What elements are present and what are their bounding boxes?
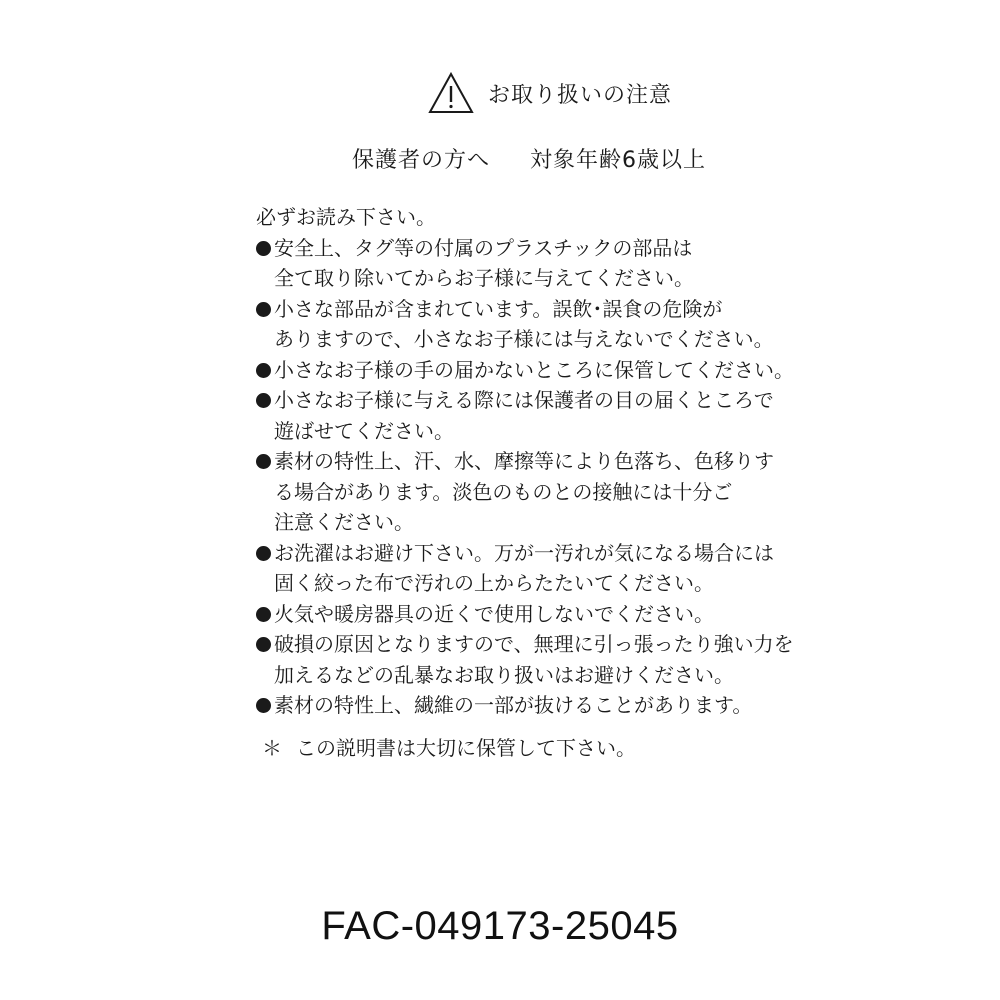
notice-line: 注意ください。: [274, 510, 414, 534]
notice-line: 安全上、タグ等の付属のプラスチックの部品は: [274, 235, 693, 260]
bullet-icon: [256, 363, 271, 378]
list-item: [254, 446, 854, 538]
notice-line: 小さなお子様に与える際には保護者の目の届くところで: [274, 388, 774, 412]
product-code: FAC-049173-25045: [321, 904, 679, 948]
audience-label: 保護者の方へ: [352, 147, 491, 173]
notice-lead: 必ずお読み下さい。: [256, 205, 436, 229]
list-item: [254, 690, 854, 721]
notice-line: 破損の原因となりますので、無理に引っ張ったり強い力を: [274, 632, 794, 656]
bullet-icon: [256, 393, 271, 408]
page-title: お取り扱いの注意: [488, 82, 673, 108]
bullet-icon: [256, 454, 271, 469]
keep-manual-text: この説明書は大切に保管して下さい。: [296, 736, 636, 760]
bullet-icon: [256, 607, 271, 622]
list-item: [254, 233, 854, 294]
notice-line: 火気や暖房器具の近くで使用しないでください。: [274, 601, 714, 626]
bullet-icon: [256, 546, 271, 561]
asterisk-symbol: ＊: [262, 736, 282, 760]
notice-line: 加えるなどの乱暴なお取り扱いはお避けください。: [274, 662, 734, 687]
notice-list: [254, 233, 854, 721]
bullet-icon: [256, 698, 271, 713]
notice-line: る場合があります。淡色のものとの接触には十分ご: [274, 479, 733, 504]
list-item: [254, 294, 854, 355]
notice-line: 素材の特性上、汗、水、摩擦等により色落ち、色移りす: [274, 449, 774, 473]
subheader: [352, 140, 706, 176]
caution-header: [428, 68, 672, 118]
notice-line: 素材の特性上、繊維の一部が抜けることがあります。: [274, 693, 753, 717]
notice-line: 遊ばせてください。: [274, 418, 454, 443]
keep-manual-note: [262, 732, 636, 761]
notice-line: 小さなお子様の手の届かないところに保管してください。: [274, 357, 794, 382]
list-item: [254, 385, 854, 446]
notice-line: 固く絞った布で汚れの上からたたいてください。: [274, 571, 714, 595]
notice-line: 小さな部品が含まれています。誤飲･誤食の危険が: [274, 296, 723, 321]
list-item: [254, 355, 854, 386]
notice-line: お洗濯はお避け下さい。万が一汚れが気になる場合には: [274, 540, 774, 565]
list-item: [254, 629, 854, 690]
warning-triangle-icon: [428, 71, 474, 115]
notice-line: 全て取り除いてからお子様に与えてください。: [274, 266, 694, 290]
notice-block: [254, 202, 854, 721]
bullet-icon: [256, 241, 271, 256]
list-item: [254, 599, 854, 630]
list-item: [254, 538, 854, 599]
bullet-icon: [256, 637, 271, 652]
notice-line: ありますので、小さなお子様には与えないでください。: [274, 327, 774, 351]
bullet-icon: [256, 302, 271, 317]
age-label: 対象年齢6歳以上: [530, 147, 707, 173]
